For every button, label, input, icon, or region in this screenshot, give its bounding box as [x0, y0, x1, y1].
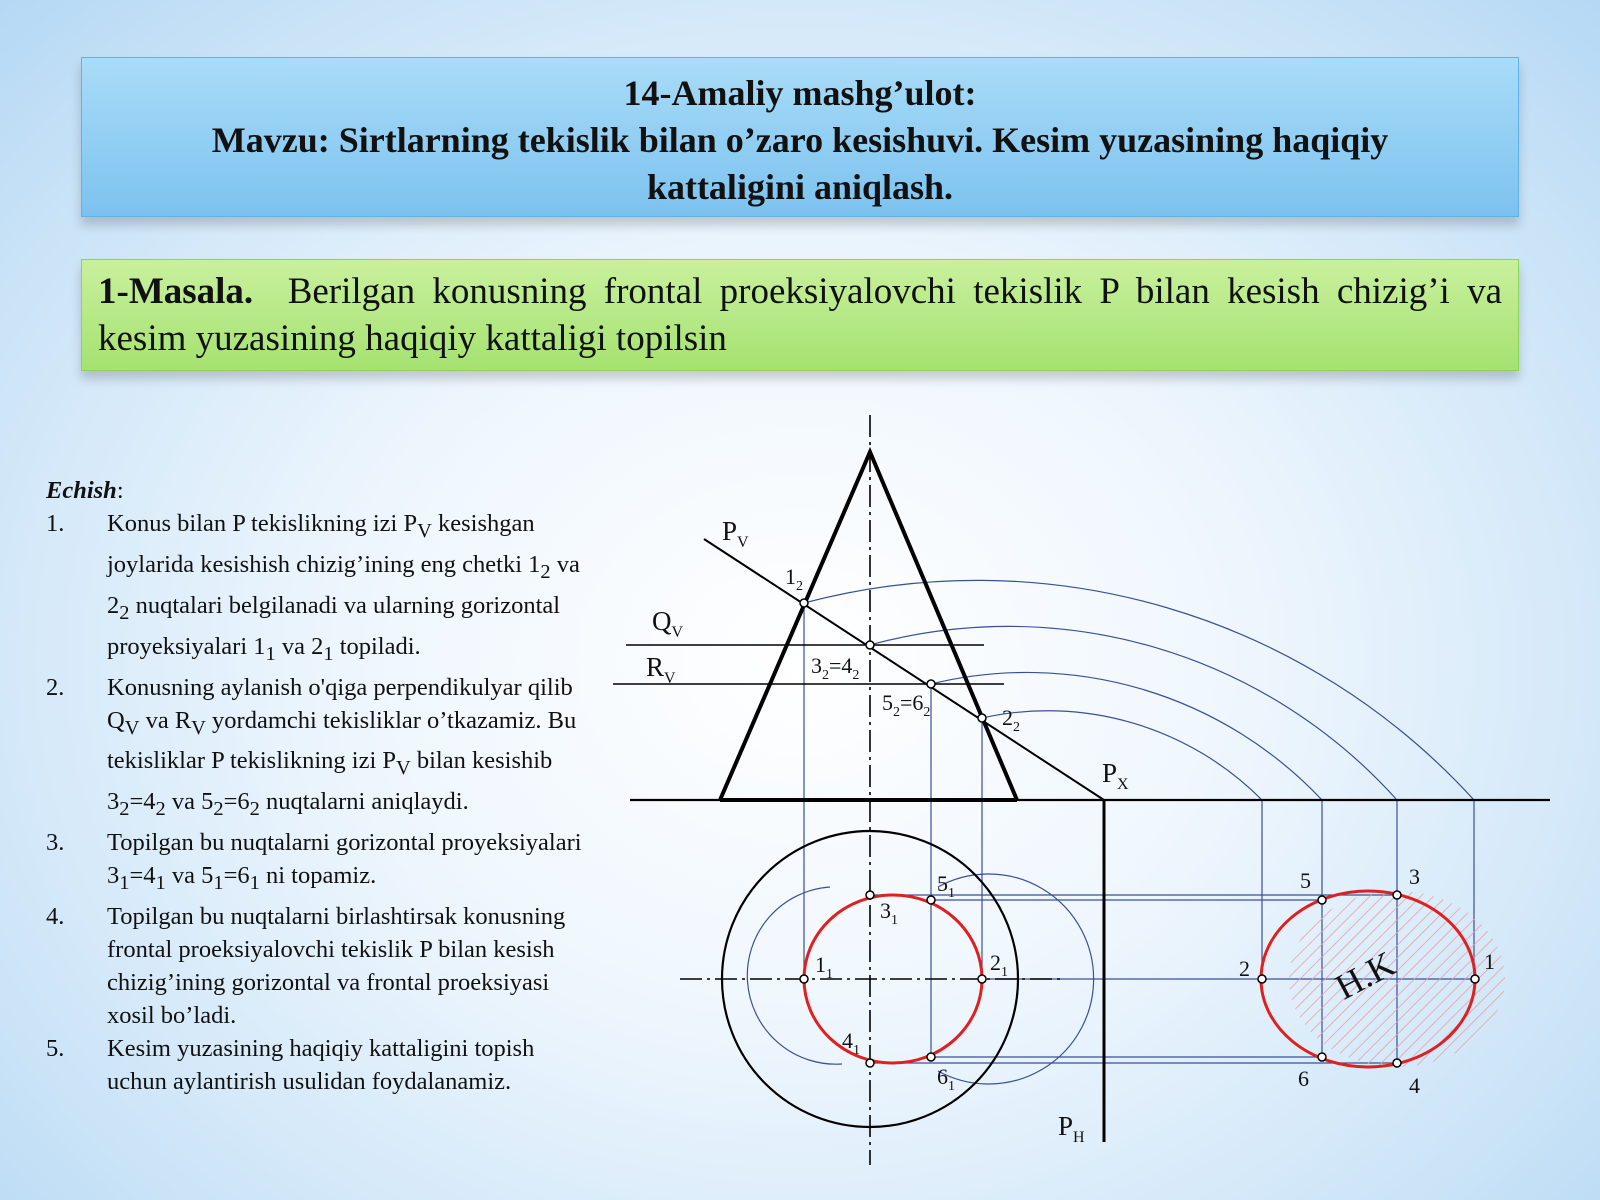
point-n3 [1393, 891, 1401, 899]
point-n2 [1258, 975, 1266, 983]
label-n1: 1 [1484, 949, 1495, 974]
step-number: 2. [46, 673, 65, 701]
label-n5: 5 [1300, 868, 1311, 893]
arc-point-3 [870, 626, 1397, 800]
title-line-2: Mavzu: Sirtlarning tekislik bilan o’zaro kesishuvi. Kesim yuzasining haqiqiy [211, 120, 1389, 160]
point-5-2 [927, 680, 935, 688]
label-6-1: $6_1$ [937, 1064, 955, 1094]
point-4-1 [866, 1059, 874, 1067]
label-n2: 2 [1239, 956, 1250, 981]
step-text: Topilgan bu nuqtalarni birlashtirsak konusning frontal proeksiyalovchi tekislik P bilan kesish chizig’ining gorizontal va frontal proeksiyasi xosil bo’ladi. [107, 903, 566, 1030]
label-2-1: $2_1$ [990, 950, 1008, 980]
step-text: Konusning aylanish o'qiga perpendikulyar qilib $Q_V$ va $R_V$ yordamchi tekisliklar o’tkazamiz. Bu tekisliklar P tekislikning izi $P_V$ bilan kesishib $3_2=4_2$ va $5_2=6_2$ nuqtalarni aniqlaydi. [107, 673, 577, 821]
label-n6: 6 [1298, 1066, 1309, 1091]
cone-front-view [720, 452, 1017, 800]
label-4-1: $4_1$ [842, 1028, 860, 1058]
solution-heading-colon: : [116, 477, 124, 504]
point-n4 [1393, 1059, 1401, 1067]
plane-p-traces [704, 539, 1104, 1142]
label-1-1: $1_1$ [815, 952, 833, 982]
label-3-1: $3_1$ [880, 898, 898, 928]
point-n1 [1471, 975, 1479, 983]
cone-outline [720, 452, 1017, 800]
step-number: 1. [46, 510, 65, 537]
step-number: 5. [46, 1035, 65, 1063]
point-3-2 [866, 641, 874, 649]
point-2-2 [978, 714, 986, 722]
point-n6 [1318, 1053, 1326, 1061]
label-5-1: $5_1$ [937, 871, 955, 901]
point-3-1 [866, 891, 874, 899]
step-text: Kesim yuzasining haqiqiy kattaligini topish uchun aylantirish usulidan foydalanamiz. [107, 1035, 535, 1096]
task-label: 1-Masala. [98, 271, 254, 312]
point-1-1 [800, 975, 808, 983]
step-text: Topilgan bu nuqtalarni gorizontal proyeksiyalari $3_1=4_1$ va $5_1=6_1$ ni topamiz. [107, 829, 582, 895]
label-n4: 4 [1409, 1073, 1420, 1098]
step-number: 4. [46, 903, 65, 931]
step-text: Konus bilan P tekislikning izi $P_V$ kesishgan joylarida kesishish chizig’ining eng chetki $1_2$ va $2_2$ nuqtalari belgilanadi va ularning gorizontal proyeksiyalari $1_1$ va $2_1$ topiladi. [107, 510, 580, 665]
label-qv: $Q_V$ [652, 606, 684, 641]
label-px: $P_X$ [1102, 758, 1129, 793]
title-line-3: kattaligini aniqlash. [646, 167, 954, 207]
label-true-size: H.K [1328, 943, 1402, 1008]
label-n3: 3 [1409, 864, 1420, 889]
label-5-2-6-2: $5_2=6_2$ [882, 690, 931, 720]
label-ph: $P_H$ [1058, 1111, 1085, 1146]
point-n5 [1318, 896, 1326, 904]
label-2-2: $2_2$ [1002, 705, 1020, 735]
label-1-2: $1_2$ [785, 564, 803, 594]
solution-heading: Echish [46, 477, 117, 504]
point-2-1 [978, 975, 986, 983]
label-rv: $R_V$ [646, 652, 676, 687]
label-pv: $P_V$ [722, 516, 749, 551]
point-6-1 [927, 1053, 935, 1061]
trace-pv [704, 539, 1104, 800]
point-5-1 [927, 896, 935, 904]
step-number: 3. [46, 829, 65, 857]
task-text: Berilgan konusning frontal proeksiyalovchi tekislik P bilan kesish chizig’i va kesim yuzasining haqiqiy kattaligi topilsin [98, 271, 1503, 359]
point-1-2 [800, 599, 808, 607]
label-3-2-4-2: $3_2=4_2$ [811, 653, 860, 683]
title-line-1: 14-Amaliy mashg’ulot: [623, 73, 977, 113]
